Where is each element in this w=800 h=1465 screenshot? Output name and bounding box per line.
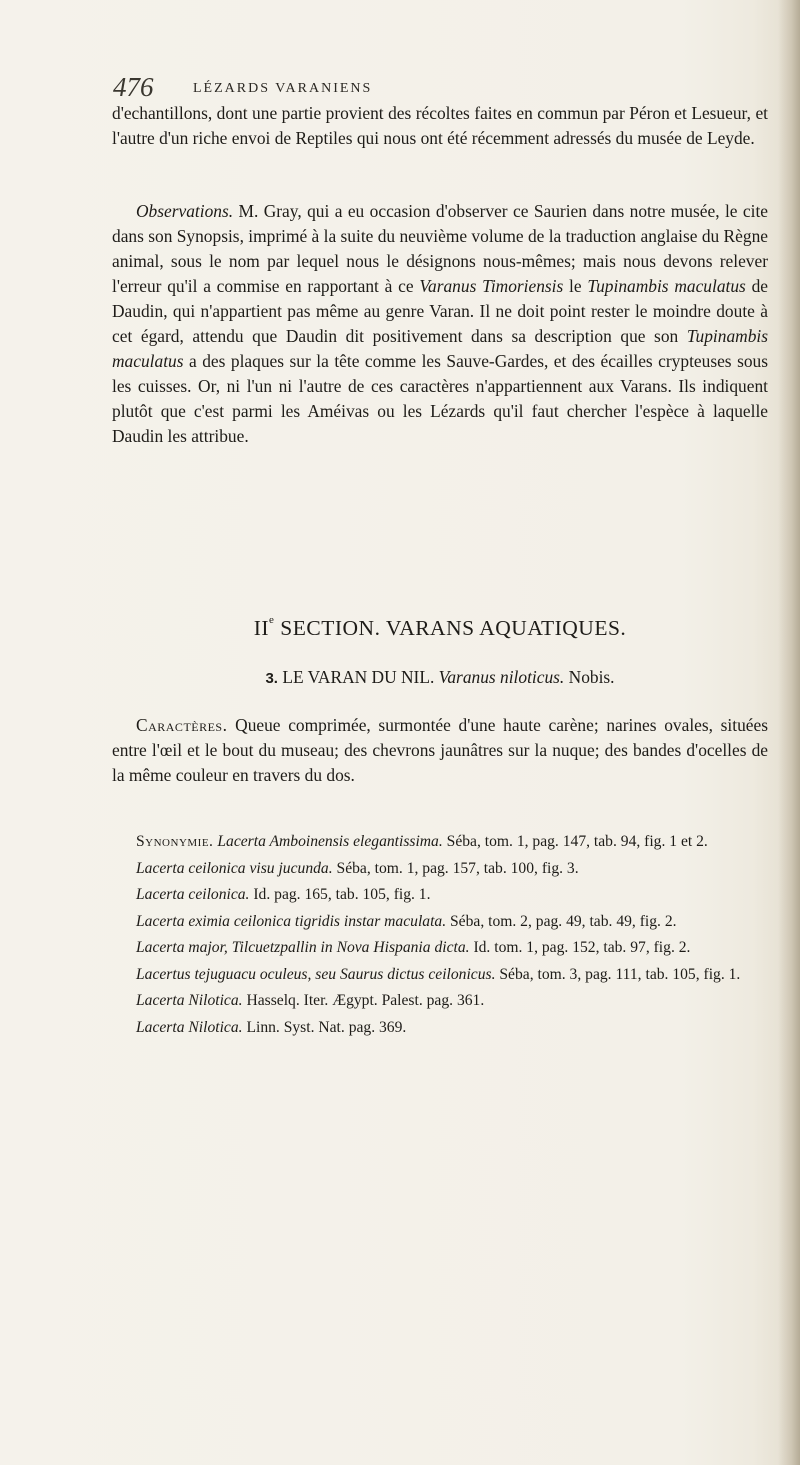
synonym-name: Lacerta Amboinensis elegantissima. bbox=[217, 833, 443, 850]
section-title-text: SECTION. VARANS AQUATIQUES. bbox=[274, 616, 627, 640]
synonym-reference: Linn. Syst. Nat. pag. 369. bbox=[242, 1018, 407, 1036]
taxon-tupinambis-maculatus-2: Tupinambis maculatus bbox=[112, 326, 768, 371]
species-name: LE VARAN DU NIL. bbox=[277, 667, 439, 687]
section-heading bbox=[112, 616, 768, 641]
synonym-name: Lacerta ceilonica visu jucunda. bbox=[136, 859, 333, 877]
synonymy-entry bbox=[112, 883, 768, 908]
page-number: 476 bbox=[113, 72, 154, 102]
observations-text-c: de Daudin, qui n'appartient pas même au genre Varan. Il ne doit point rester le moindre doute à cet égard, attendu que Daudin dit positivement dans sa description que son bbox=[112, 276, 769, 346]
synonym-reference: Séba, tom. 1, pag. 157, tab. 100, fig. 3. bbox=[332, 859, 579, 877]
observations-text-b: le bbox=[563, 276, 588, 296]
running-title: LÉZARDS VARANIENS bbox=[193, 81, 373, 96]
species-latin-name: Varanus niloticus. bbox=[438, 667, 565, 687]
synonymy-entry bbox=[112, 989, 768, 1014]
synonymy-entry bbox=[112, 1016, 768, 1041]
observations-label: Observations. bbox=[136, 201, 234, 221]
synonym-name: Lacertus tejuguacu oculeus, seu Saurus dictus ceilonicus. bbox=[136, 965, 496, 983]
observations-paragraph bbox=[112, 199, 768, 449]
synonymy-entry bbox=[112, 910, 768, 935]
synonym-reference: Id. tom. 1, pag. 152, tab. 97, fig. 2. bbox=[469, 939, 691, 956]
section-roman: II bbox=[253, 616, 270, 640]
page-edge-shadow bbox=[778, 0, 800, 1465]
species-number: 3. bbox=[265, 670, 278, 687]
synonym-name: Lacerta ceilonica. bbox=[136, 886, 250, 903]
synonymy-entry bbox=[112, 963, 768, 988]
taxon-varanus-timoriensis: Varanus Timoriensis bbox=[419, 276, 564, 296]
paragraph-continuation bbox=[112, 101, 768, 151]
synonym-reference: Id. pag. 165, tab. 105, fig. 1. bbox=[249, 886, 431, 903]
synonym-name: Lacerta major, Tilcuetzpallin in Nova Hispania dicta. bbox=[136, 939, 470, 956]
synonymy-entry bbox=[112, 936, 768, 961]
synonymy-entry bbox=[112, 830, 768, 855]
synonymy-label: Synonymie. bbox=[136, 833, 214, 850]
synonym-name: Lacerta Nilotica. bbox=[136, 992, 243, 1009]
paragraph-text: d'echantillons, dont une partie provient des récoltes faites en commun par Péron et Lesueur, et l'autre d'un riche envoi de Reptiles qui nous ont été récemment adressés du musée de Leyde. bbox=[112, 103, 768, 148]
characters-text: Queue comprimée, surmontée d'une haute carène; narines ovales, situées entre l'œil et le bout du museau; des chevrons jaunâtres sur la nuque; des bandes d'ocelles de la même couleur en travers du dos. bbox=[112, 715, 768, 785]
section-suffix: e bbox=[269, 614, 275, 626]
species-heading bbox=[112, 667, 768, 688]
observations-text-a: M. Gray, qui a eu occasion d'observer ce Saurien dans notre musée, le cite dans son Synopsis, imprimé à la suite du neuvième volume de la traduction anglaise du Règne animal, sous le nom par lequel nous le désignons nous-mêmes; mais nous devons relever l'erreur qu'il a commise en rapportant à ce bbox=[112, 201, 768, 296]
synonym-reference: Séba, tom. 3, pag. 111, tab. 105, fig. 1. bbox=[495, 965, 741, 983]
synonymy-entry bbox=[112, 857, 768, 882]
species-author: Nobis. bbox=[564, 667, 615, 687]
synonym-reference: Séba, tom. 2, pag. 49, tab. 49, fig. 2. bbox=[446, 912, 677, 930]
taxon-tupinambis-maculatus: Tupinambis maculatus bbox=[587, 276, 746, 296]
characters-label: Caractères. bbox=[136, 715, 228, 735]
synonym-reference: Séba, tom. 1, pag. 147, tab. 94, fig. 1 et 2. bbox=[442, 833, 708, 850]
synonym-name: Lacerta Nilotica. bbox=[136, 1018, 243, 1036]
synonymy-list bbox=[112, 830, 768, 1042]
synonym-name: Lacerta eximia ceilonica tigridis instar maculata. bbox=[136, 912, 447, 930]
characters-paragraph bbox=[112, 713, 768, 788]
synonym-reference: Hasselq. Iter. Ægypt. Palest. pag. 361. bbox=[242, 992, 485, 1009]
observations-text-d: a des plaques sur la tête comme les Sauve-Gardes, et des écailles crypteuses sous les cuisses. Or, ni l'un ni l'autre de ces caractères n'appartiennent aux Varans. Ils indiquent plutôt que c'est parmi les Améivas ou les Lézards qu'il faut chercher l'espèce à laquelle Daudin les attribue. bbox=[112, 351, 768, 446]
